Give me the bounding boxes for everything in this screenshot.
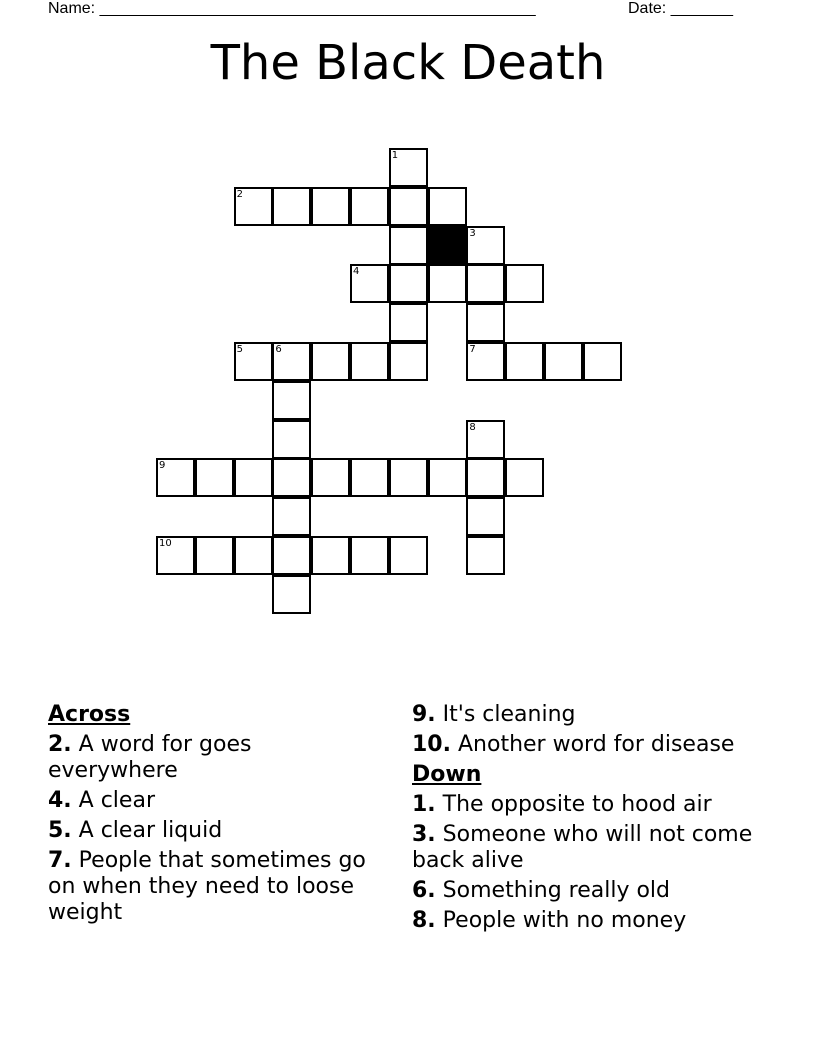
crossword-cell[interactable]	[272, 536, 311, 575]
clue-down-3: 3. Someone who will not come back alive	[412, 822, 753, 873]
crossword-cell[interactable]	[234, 342, 273, 381]
clue-number: 3	[469, 227, 476, 239]
crossword-cell[interactable]	[156, 458, 195, 497]
clue-number: 8	[469, 421, 476, 433]
crossword-cell[interactable]	[389, 342, 428, 381]
crossword-cell[interactable]	[350, 458, 389, 497]
crossword-cell[interactable]	[428, 264, 467, 303]
clue-down-1: 1. The opposite to hood air	[412, 792, 712, 817]
crossword-cell[interactable]	[389, 458, 428, 497]
crossword-cell[interactable]	[389, 187, 428, 226]
crossword-cell[interactable]	[272, 342, 311, 381]
crossword-cell[interactable]	[195, 536, 234, 575]
clue-across-2: 2. A word for goes everywhere	[48, 732, 252, 783]
crossword-cell[interactable]	[195, 458, 234, 497]
clue-number: 2	[236, 188, 243, 200]
crossword-cell[interactable]	[234, 536, 273, 575]
crossword-cell[interactable]	[583, 342, 622, 381]
crossword-cell[interactable]	[311, 536, 350, 575]
crossword-cell[interactable]	[466, 458, 505, 497]
crossword-cell[interactable]	[466, 226, 505, 265]
crossword-cell[interactable]	[428, 187, 467, 226]
crossword-cell[interactable]	[272, 497, 311, 536]
clues-column-right	[412, 702, 772, 938]
clue-down-8: 8. People with no money	[412, 908, 687, 933]
crossword-cell[interactable]	[428, 458, 467, 497]
crossword-cell[interactable]	[234, 458, 273, 497]
crossword-cell[interactable]	[156, 536, 195, 575]
clue-across-9: 9. It's cleaning	[412, 702, 576, 727]
crossword-cell[interactable]	[466, 264, 505, 303]
across-heading: Across	[48, 702, 131, 727]
crossword-cell[interactable]	[466, 303, 505, 342]
crossword-cell[interactable]	[311, 458, 350, 497]
crossword-cell[interactable]	[505, 264, 544, 303]
crossword-cell[interactable]	[272, 458, 311, 497]
clue-number: 5	[236, 344, 243, 355]
crossword-cell[interactable]	[272, 575, 311, 614]
crossword-cell[interactable]	[466, 536, 505, 575]
crossword-cell[interactable]	[389, 536, 428, 575]
crossword-cell[interactable]	[389, 226, 428, 265]
crossword-cell[interactable]	[466, 497, 505, 536]
crossword-cell[interactable]	[466, 342, 505, 381]
crossword-cell[interactable]	[272, 187, 311, 226]
crossword-cell[interactable]	[311, 187, 350, 226]
crossword-cell[interactable]	[544, 342, 583, 381]
clue-number: 1	[391, 150, 399, 161]
crossword-cell[interactable]	[272, 381, 311, 420]
clue-number: 7	[469, 344, 476, 355]
crossword-cell[interactable]	[505, 342, 544, 381]
crossword-cell[interactable]	[311, 342, 350, 381]
clue-number: 9	[159, 460, 166, 472]
crossword-block	[428, 226, 467, 265]
clues-column-left	[48, 702, 368, 930]
crossword-cell[interactable]	[350, 264, 389, 303]
crossword-cell[interactable]	[234, 187, 273, 226]
clue-across-5: 5. A clear liquid	[48, 818, 223, 843]
name-field-label: Name: _________________________________________________	[48, 0, 536, 17]
down-heading: Down	[412, 762, 482, 787]
crossword-cell[interactable]	[350, 536, 389, 575]
crossword-cell[interactable]	[466, 420, 505, 459]
date-field-label: Date: _______	[628, 0, 733, 17]
crossword-cell[interactable]	[350, 342, 389, 381]
crossword-cell[interactable]	[389, 148, 428, 187]
clue-number: 10	[159, 538, 172, 549]
crossword-cell[interactable]	[389, 264, 428, 303]
crossword-cell[interactable]	[389, 303, 428, 342]
crossword-cell[interactable]	[272, 420, 311, 459]
clue-down-6: 6. Something really old	[412, 878, 670, 903]
clue-across-7: 7. People that sometimes go on when they need to loose weight	[48, 848, 366, 925]
clue-number: 6	[275, 344, 282, 355]
clue-across-10: 10. Another word for disease	[412, 732, 735, 757]
clue-across-4: 4. A clear	[48, 788, 155, 813]
page-title: The Black Death	[210, 35, 606, 91]
clue-number: 4	[353, 266, 360, 278]
crossword-cell[interactable]	[505, 458, 544, 497]
crossword-cell[interactable]	[350, 187, 389, 226]
